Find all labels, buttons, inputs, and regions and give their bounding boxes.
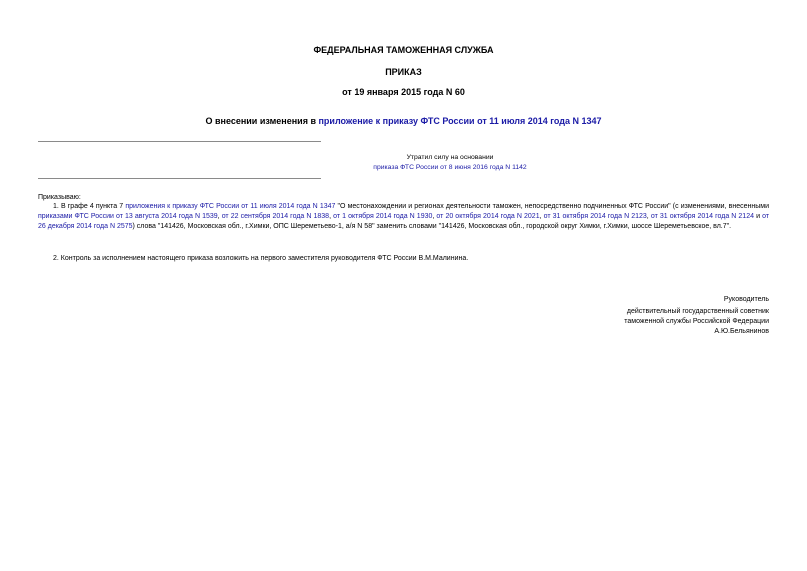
signatory-role: Руководитель [723, 296, 769, 303]
p1-link-order-1838[interactable]: от 22 сентября 2014 года N 1838 [221, 213, 330, 220]
p1-text-9: ) слова "141426, Московская обл., г.Химки, ОПС Шереметьево-1, а/я N 58" заменить словами "141426, Московская обл., городской округ Химки, г.Химки, шоссе Шереметьевское, вл.7". [132, 223, 732, 230]
p1-link-order-1930[interactable]: от 1 октября 2014 года N 1930 [333, 213, 433, 220]
status-note: Утратил силу на основании [406, 154, 494, 161]
document-type: ПРИКАЗ [385, 67, 422, 77]
p1-text-2: "О местонахождении и регионах деятельности таможен, непосредственно подчиненных ФТС России" (с изменениями, внесенными [335, 203, 770, 210]
p1-text-4: , [329, 213, 334, 220]
document-date: от 19 января 2015 года N 60 [342, 87, 465, 97]
p1-link-order-1539[interactable]: приказами ФТС России от 13 августа 2014 года N 1539 [38, 213, 218, 220]
p1-text-5: , [432, 213, 437, 220]
divider-top [38, 141, 321, 142]
document-title [0, 116, 807, 127]
p1-text-8: и [754, 213, 763, 220]
p1-link-order-2575[interactable]: от 26 декабря 2014 года N 2575 [38, 213, 770, 230]
divider-bottom [38, 178, 321, 179]
paragraph-1 [38, 202, 769, 232]
status-link-line [250, 163, 650, 173]
order-intro: Приказываю: [38, 194, 81, 201]
title-prefix: О внесении изменения в [205, 116, 319, 126]
p1-text-6: , [539, 213, 544, 220]
agency-name: ФЕДЕРАЛЬНАЯ ТАМОЖЕННАЯ СЛУЖБА [313, 45, 494, 55]
signatory-name: А.Ю.Бельянинов [714, 328, 769, 335]
p1-link-order-2124[interactable]: от 31 октября 2014 года N 2124 [650, 213, 754, 220]
p1-link-order-2021[interactable]: от 20 октября 2014 года N 2021 [436, 213, 540, 220]
paragraph-2: 2. Контроль за исполнением настоящего приказа возложить на первого заместителя руководителя ФТС России В.М.Малинина. [53, 255, 469, 262]
signatory-rank-2: таможенной службы Российской Федерации [624, 318, 769, 325]
status-link[interactable]: приказа ФТС России от 8 июня 2016 года N 1142 [373, 164, 527, 171]
p1-text-7: , [646, 213, 651, 220]
p1-text-1: 1. В графе 4 пункта 7 [53, 203, 126, 210]
signatory-rank-1: действительный государственный советник [626, 308, 769, 315]
p1-link-order-2123[interactable]: от 31 октября 2014 года N 2123 [543, 213, 647, 220]
p1-text-3: , [217, 213, 222, 220]
p1-link-appendix[interactable]: приложения к приказу ФТС России от 11 июля 2014 года N 1347 [125, 203, 336, 210]
title-link[interactable]: приложение к приказу ФТС России от 11 июля 2014 года N 1347 [318, 116, 602, 126]
